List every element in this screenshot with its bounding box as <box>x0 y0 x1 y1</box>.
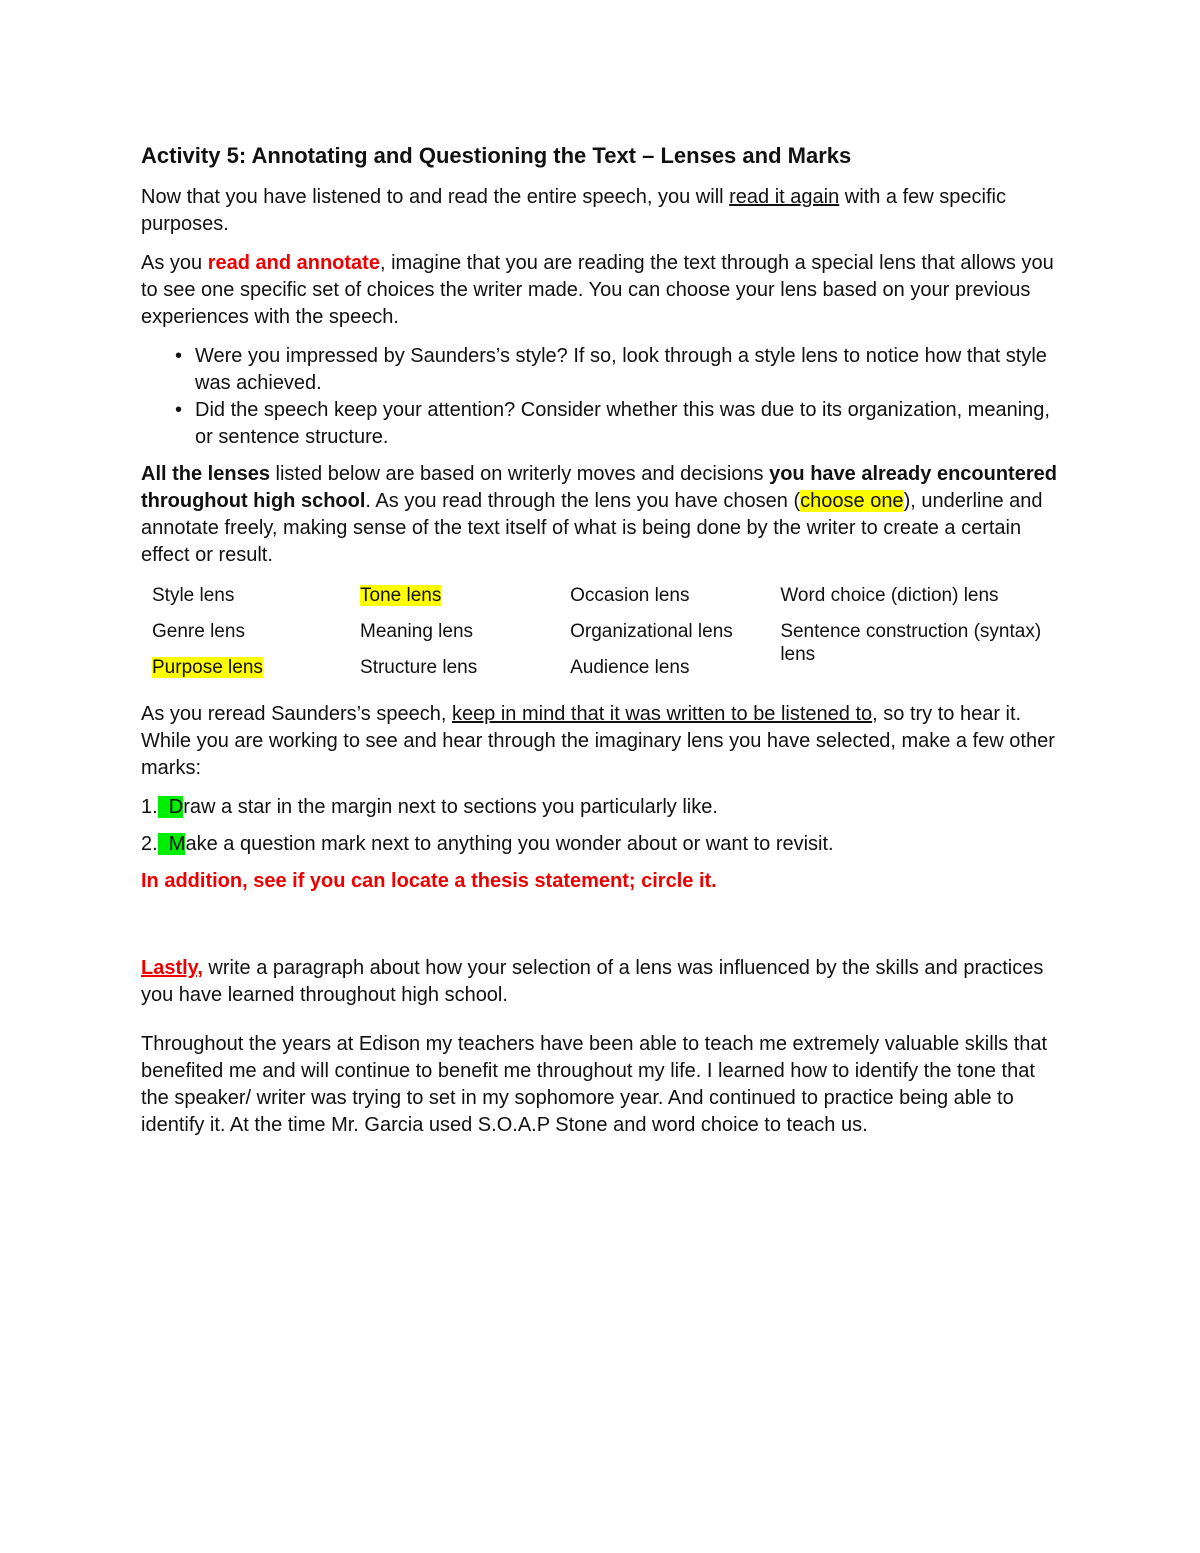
table-cell: Genre lens <box>152 621 245 642</box>
table-row <box>141 617 1066 653</box>
bullet-list <box>141 343 1066 451</box>
red-emphasis: read and annotate <box>207 252 380 274</box>
reread-paragraph: As you reread Saunders’s speech, keep in mind that it was written to be listened to, so try to hear it. While you are working to see and hear through the imaginary lens you have selected, make a few other marks: <box>141 703 1055 779</box>
table-cell: Audience lens <box>570 657 690 678</box>
annotate-paragraph: As you read and annotate, imagine that you are reading the text through a special lens that allows you to see one specific set of choices the writer made. You can choose your lens based on your previous experiences with the speech. <box>141 252 1054 328</box>
marks-list <box>141 794 1066 858</box>
list-item: 2. Make a question mark next to anything you wonder about or want to revisit. <box>141 833 834 855</box>
underlined-phrase: keep in mind that it was written to be listened to <box>451 703 873 725</box>
list-item: 1. Draw a star in the margin next to sections you particularly like. <box>141 796 718 818</box>
table-cell: Organizational lens <box>570 621 733 642</box>
bullet-item: • Were you impressed by Saunders’s style? If so, look through a style lens to notice how that style was achieved. <box>175 345 1047 394</box>
bullet-icon: • <box>175 399 183 421</box>
table-row <box>141 581 1066 617</box>
underlined-phrase: read it again <box>729 186 840 208</box>
lens-table <box>141 581 1066 689</box>
table-cell: Purpose lens <box>152 657 263 678</box>
table-cell: Meaning lens <box>360 621 474 642</box>
intro-paragraph: Now that you have listened to and read the entire speech, you will read it again with a few specific purposes. <box>141 186 1006 235</box>
table-cell: Structure lens <box>360 657 478 678</box>
table-cell: Style lens <box>152 585 235 606</box>
student-response: Throughout the years at Edison my teachers have been able to teach me extremely valuable skills that benefited me and will continue to benefit me throughout my life. I learned how to identify the tone that the speaker/ writer was trying to set in my sophomore year. And continued to practice being able to identify it. At the time Mr. Garcia used S.O.A.P Stone and word choice to teach us. <box>141 1033 1048 1136</box>
bullet-item: • Did the speech keep your attention? Consider whether this was due to its organization, meaning, or sentence structure. <box>175 399 1050 448</box>
table-cell: Sentence construction (syntax) lens <box>780 621 1042 665</box>
highlighted-phrase: choose one <box>800 490 904 512</box>
lastly-paragraph: Lastly, write a paragraph about how your selection of a lens was influenced by the skills and practices you have learned throughout high school. <box>141 957 1044 1006</box>
spacer <box>141 907 1066 955</box>
thesis-instruction: In addition, see if you can locate a thesis statement; circle it. <box>141 870 717 892</box>
lenses-intro-paragraph: All the lenses listed below are based on writerly moves and decisions you have already encountered throughout high school. As you read through the lens you have chosen (choose one), underline and annotate freely, making sense of the text itself of what is being done by the writer to create a certain effect or result. <box>141 463 1057 566</box>
red-emphasis: Lastly, <box>141 957 203 979</box>
document-content <box>141 141 1066 1151</box>
activity-title: Activity 5: Annotating and Questioning the Text – Lenses and Marks <box>141 143 852 168</box>
bullet-icon: • <box>175 345 183 367</box>
table-cell: Occasion lens <box>570 585 690 606</box>
table-cell: Word choice (diction) lens <box>780 585 999 606</box>
table-cell: Tone lens <box>360 585 442 606</box>
